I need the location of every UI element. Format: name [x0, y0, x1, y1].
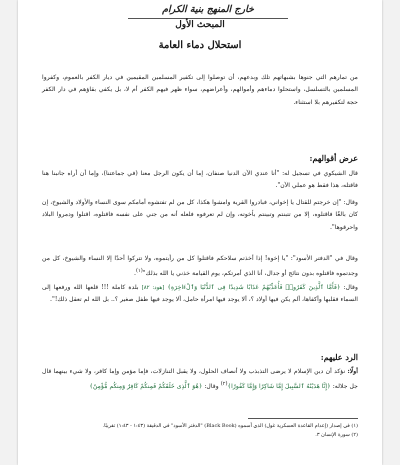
footnote-1: (١) في إصدار (إعدام القاعدة العسكرية غول) الذي أسموه (Black Book) "الدفتر الأسود" في الدقيقة (١:٤٣ - ١:٤٣) تقريبًا. [102, 423, 358, 429]
response-1-mid: وقال: [202, 383, 221, 391]
footnotes [42, 422, 358, 440]
footnote-marker-2: (٢) [220, 381, 228, 388]
saying-paragraph-3: وقال في "الدفتر الأسود": "يا إخوة! إذا أخذتم سلاحكم فاقتلوا كل من رأيتموه، ولا تتركوا أحدًا إلا النساء والشيوخ، كل من وجدتموه فاقتلوه بدون نتائج أو جدال، أنا الذي أمرتكم، يوم القيامة خذني يا الله بذلك"$^{(١)}$. [42, 255, 358, 278]
intro-paragraph: من تمارهم التي جنوها بشبهاتهم تلك وبدعهم، أن توصلوا إلى تكفير المسلمين المقيمين في ديار الكفر بالعموم، وكفروا المسلمين بالتسلسل، واستحلوا دماءهم وأموالهم، وأعراضهم، سواء ظهر فيهم الكفر أم لا، بل يكفي بقاؤهم في دار الكفر حجة لتكفيرهم بلا استثناء. [42, 74, 358, 106]
response-1-text: نؤكد أن دين الإسلام لا يرضى التذبذب ولا أنصاف الحلول، ولا يقبل التنازلات، فإما مؤمن وإما كافر، ولا شيء بينهما قال جل جلاله: [42, 368, 358, 391]
saying-paragraph-1: قال الشيكوي في تسجيل له: "أنا عندي الآن الدنيا صنفان، إما أن يكون الرجل معنا (في جماعتنا)، وإما أن أراه جانبنا هنا فاقتله، هذا فقط هو عملي الآن". [42, 170, 358, 190]
quran-verse-insan: ﴿إِنَّا هَدَيْنَٰهُ ٱلسَّبِيلَ إِمَّا شَاكِرًا وَإِمَّا كَفُورًا﴾ [227, 383, 331, 391]
footnote-divider [248, 418, 358, 419]
saying-paragraph-2: وقال: "إن خرجتم للقتال يا إخواني، فبادروا القرية وامشوا هكذا، كل من لم تفتشوه أمامكم سوى النساء والأولاد والشيوخ، إن كان بالغًا فاقتلوه، إلا من تتبنتم وتبينتم بأخوته، وإن لم تعرفوه فلعله أنه من جني على نفسه فاقتلوه، اقتلوا ودمروا البلاد واحرقوها". [42, 199, 358, 231]
saying-4-after: بلدة كاملة !!! قلعها الله ورفعها إلى السماء فقلبها وأكفاها، ألم يكن فيها أولاد ؟، ألا يوجد فيها امرأة حامل، ألا يوجد فيها طفل صغير ؟.. بل الله لم تعقل ذلك!". [42, 284, 358, 304]
saying-paragraph-4 [42, 282, 358, 307]
header-banner: خارج المنهج بنية الكرام [128, 2, 288, 19]
document-page [18, 0, 382, 465]
quran-verse-hud: ﴿فَأَمَّا ٱلَّذِينَ كَفَرُوا۟ فَأُعَذِّبُهُمْ عَذَابًا شَدِيدًا فِى ٱلدُّنْيَا وَٱلْءَاخِرَةِ﴾ [167, 284, 341, 291]
section-title: المبحث الأول [175, 20, 225, 30]
response-heading: الرد عليهم: [320, 352, 358, 362]
sayings-heading: عرض أقوالهم: [309, 153, 358, 163]
response-1-label: أولًا: [347, 368, 358, 375]
footnote-marker-1: (١) [135, 268, 143, 275]
chapter-title: استحلال دماء العامة [158, 40, 242, 51]
saying-3-text: وقال في "الدفتر الأسود": "يا إخوة! إذا أخذتم سلاحكم فاقتلوا كل من رأيتموه، ولا تتركوا أحدًا إلا النساء والشيوخ، كل من وجدتموه فاقتلوه بدون نتائج أو جدال، أنا الذي أمرتكم، يوم القيامة خذني يا الله بذلك" [42, 255, 358, 278]
footnote-2: (٢) سورة الإنسان ٣. [315, 432, 358, 438]
verse-reference-hud: [هود: ٨٢] [141, 285, 165, 291]
quran-verse-taghabun: ﴿هُوَ ٱلَّذِى خَلَقَكُمْ فَمِنكُمْ كَافِرٌ وَمِنكُم مُّؤْمِنٌ﴾ [89, 383, 203, 391]
response-paragraph-1 [42, 366, 358, 394]
saying-4-lead: وقال: [340, 284, 358, 291]
